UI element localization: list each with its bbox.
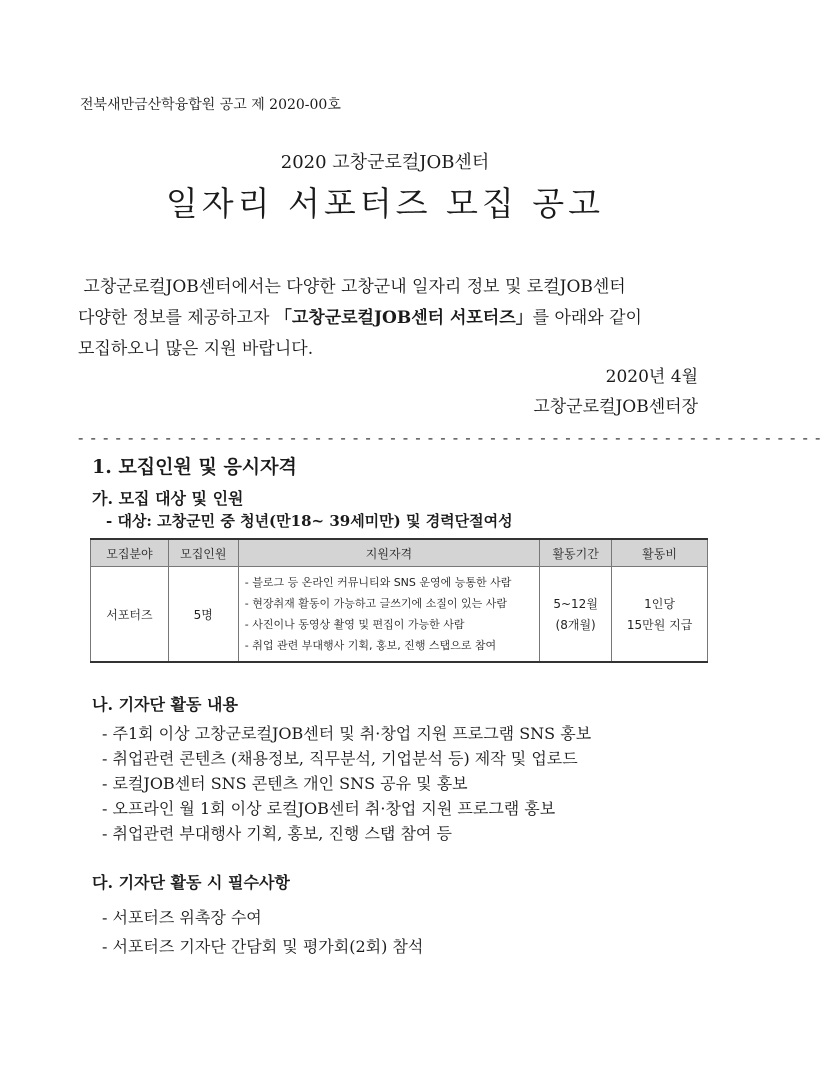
- section-1-heading: 1. 모집인원 및 응시자격: [92, 456, 297, 478]
- header-count: 모집인원: [168, 539, 238, 567]
- list-item: - 오프라인 월 1회 이상 로컬JOB센터 취·창업 지원 프로그램 홍보: [102, 799, 556, 818]
- intro-line-2-post: 를 아래와 같이: [532, 308, 642, 328]
- notice-number: 전북새만금산학융합원 공고 제 2020-00호: [80, 97, 341, 113]
- list-item: - 취업관련 콘텐츠 (채용정보, 직무분석, 기업분석 등) 제작 및 업로드: [102, 749, 578, 768]
- document-subtitle: 2020 고창군로컬JOB센터: [280, 152, 490, 173]
- intro-line-3: 모집하오니 많은 지원 바랍니다.: [78, 339, 314, 359]
- pay-line-1: 1인당: [644, 597, 675, 611]
- header-pay: 활동비: [612, 539, 708, 567]
- table-header-row: [91, 539, 708, 567]
- cell-pay: [612, 567, 708, 663]
- issuer: 고창군로컬JOB센터장: [533, 397, 698, 417]
- program-name: 「고창군로컬JOB센터 서포터즈」: [274, 308, 533, 328]
- section-b-list: [92, 721, 591, 846]
- period-line-2: (8개월): [555, 618, 596, 632]
- intro-line-1-text: 고창군로컬JOB센터에서는 다양한 고창군내 일자리 정보 및 로컬JOB센터: [83, 277, 626, 297]
- qualification-item: - 블로그 등 온라인 커뮤니티와 SNS 운영에 능통한 사람: [244, 576, 512, 589]
- document-title: 일자리 서포터즈 모집 공고: [165, 184, 605, 223]
- header-qualifications: 지원자격: [238, 539, 539, 567]
- divider: - - - - - - - - - - - - - - - - - - - - - - - - - - - - - - - - - - - - - - - - - - - - - - - - - - - - - - - - - - - -: [78, 428, 821, 447]
- section-1a-heading: 가. 모집 대상 및 인원: [92, 489, 244, 508]
- qualification-item: - 현장취재 활동이 가능하고 글쓰기에 소질이 있는 사람: [244, 597, 507, 610]
- header-field: 모집분야: [91, 539, 169, 567]
- qualification-item: - 사진이나 동영상 촬영 및 편집이 가능한 사람: [244, 618, 465, 631]
- list-item: - 서포터즈 기자단 간담회 및 평가회(2회) 참석: [102, 937, 424, 956]
- section-c-list: [92, 903, 423, 961]
- cell-qualifications: [238, 567, 539, 663]
- notice-date: 2020년 4월: [605, 367, 698, 387]
- list-item: - 주1회 이상 고창군로컬JOB센터 및 취·창업 지원 프로그램 SNS 홍보: [102, 724, 592, 743]
- intro-line-2-pre: 다양한 정보를 제공하고자: [78, 308, 275, 328]
- cell-period: [540, 567, 612, 663]
- list-item: - 서포터즈 위촉장 수여: [102, 908, 262, 927]
- qualification-item: - 취업 관련 부대행사 기획, 홍보, 진행 스탭으로 참여: [244, 639, 497, 652]
- recruitment-table: [90, 538, 708, 663]
- intro-line-1: [78, 272, 706, 303]
- list-item: - 취업관련 부대행사 기획, 홍보, 진행 스탭 참여 등: [102, 824, 452, 843]
- period-line-1: 5~12월: [553, 597, 598, 611]
- list-item: - 로컬JOB센터 SNS 콘텐츠 개인 SNS 공유 및 홍보: [102, 774, 468, 793]
- intro-line-2: [78, 303, 706, 334]
- section-c: [92, 870, 423, 961]
- section-b: [92, 692, 591, 846]
- section-b-title: 나. 기자단 활동 내용: [92, 695, 238, 714]
- cell-field: 서포터즈: [91, 567, 169, 663]
- table-row: [91, 567, 708, 663]
- intro-paragraph: [78, 272, 706, 365]
- header-period: 활동기간: [540, 539, 612, 567]
- target-line: - 대상: 고창군민 중 청년(만18~ 39세미만) 및 경력단절여성: [106, 512, 513, 530]
- pay-line-2: 15만원 지급: [626, 618, 693, 632]
- section-c-title: 다. 기자단 활동 시 필수사항: [92, 873, 290, 892]
- cell-count: 5명: [168, 567, 238, 663]
